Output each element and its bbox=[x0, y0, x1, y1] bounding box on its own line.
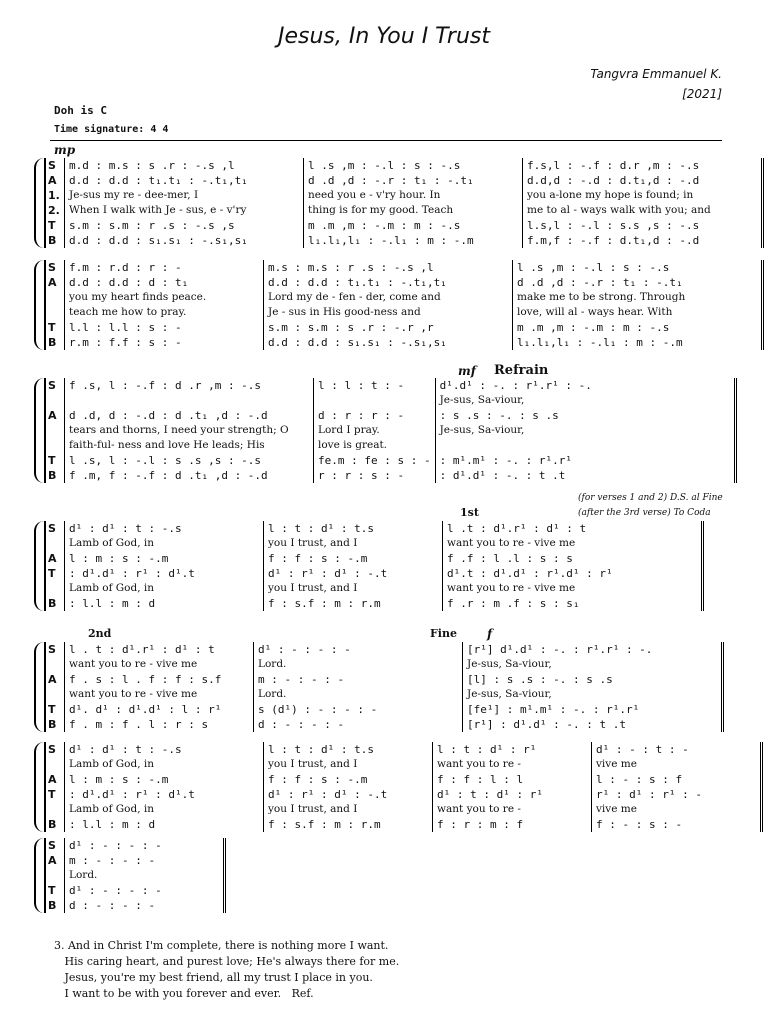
voice-label: B bbox=[45, 468, 65, 483]
lyric-row bbox=[45, 290, 763, 305]
solfa-measure: f.s,l : -.f : d.r ,m : -.s bbox=[523, 158, 763, 173]
solfa-measure: r¹ : d¹ : r¹ : - bbox=[592, 787, 762, 802]
solfa-measure: [fe¹] : m¹.m¹ : -. : r¹.r¹ bbox=[463, 702, 723, 717]
header-rule bbox=[50, 140, 722, 141]
solfa-measure: s.m : s.m : r .s : -.s ,s bbox=[65, 218, 304, 233]
solfa-measure: l .s, l : -.l : s .s ,s : -.s bbox=[65, 453, 314, 468]
voice-label bbox=[45, 393, 65, 408]
voice-row bbox=[45, 453, 735, 468]
voice-label: T bbox=[45, 883, 65, 898]
solfa-measure: f : - : s : - bbox=[592, 817, 762, 832]
solfa-measure: d : r : r : - bbox=[314, 408, 436, 423]
solfa-measure: [r¹] d¹.d¹ : -. : r¹.r¹ : -. bbox=[463, 642, 723, 657]
solfa-measure: f : r : m : f bbox=[433, 817, 592, 832]
lyric-row bbox=[45, 188, 763, 203]
solfa-measure: l₁.l₁,l₁ : -.l₁ : m : -.m bbox=[304, 233, 523, 248]
voice-label: A bbox=[45, 672, 65, 687]
solfa-measure: l : l : t : - bbox=[314, 378, 436, 393]
verse-3-line: I want to be with you forever and ever. Ref. bbox=[54, 987, 314, 1000]
lyric-row bbox=[45, 423, 735, 438]
lyric-measure: me to al - ways walk with you; and bbox=[523, 203, 763, 218]
solfa-measure: d : - : - : - bbox=[254, 717, 463, 732]
key-signature: Doh is C bbox=[54, 104, 107, 117]
verse-3 bbox=[54, 938, 399, 1002]
lyric-measure: want you to re - vive me bbox=[443, 581, 703, 596]
solfa-measure: f .m, f : -.f : d .t₁ ,d : -.d bbox=[65, 468, 314, 483]
score-system bbox=[44, 378, 737, 483]
voice-row bbox=[45, 742, 762, 757]
verse-3-line: Jesus, you're my best friend, all my trust I place in you. bbox=[54, 971, 373, 984]
voice-label: B bbox=[45, 335, 65, 350]
lyric-measure: Lord I pray. bbox=[314, 423, 436, 438]
solfa-measure: : d¹.d¹ : r¹ : d¹.t bbox=[65, 787, 264, 802]
lyric-measure: you my heart finds peace. bbox=[65, 290, 264, 305]
solfa-measure: f : s.f : m : r.m bbox=[264, 817, 433, 832]
system-table bbox=[44, 521, 704, 611]
solfa-measure: f : f : s : -.m bbox=[264, 551, 443, 566]
solfa-measure: r.m : f.f : s : - bbox=[65, 335, 264, 350]
lyric-measure: Lord my de - fen - der, come and bbox=[264, 290, 513, 305]
voice-label bbox=[45, 687, 65, 702]
solfa-measure: d¹ : - : - : - bbox=[254, 642, 463, 657]
lyric-measure: you I trust, and I bbox=[264, 802, 433, 817]
lyric-measure: faith-ful- ness and love He leads; His bbox=[65, 438, 314, 453]
lyric-measure: Je-sus my re - dee-mer, I bbox=[65, 188, 304, 203]
voice-label: B bbox=[45, 717, 65, 732]
lyric-measure: Lamb of God, in bbox=[65, 581, 264, 596]
voice-row bbox=[45, 717, 723, 732]
voice-row bbox=[45, 566, 703, 581]
solfa-measure: d.d : d.d : t₁.t₁ : -.t₁,t₁ bbox=[264, 275, 513, 290]
system-brace bbox=[34, 378, 46, 483]
voice-label: A bbox=[45, 551, 65, 566]
lyric-measure: Je-sus, Sa-viour, bbox=[463, 657, 723, 672]
lyric-measure: need you e - v'ry hour. In bbox=[304, 188, 523, 203]
solfa-measure: l .s ,m : -.l : s : -.s bbox=[304, 158, 523, 173]
solfa-measure: f .r : m .f : s : s₁ bbox=[443, 596, 703, 611]
voice-label: T bbox=[45, 787, 65, 802]
lyric-row bbox=[45, 802, 762, 817]
lyric-measure: teach me how to pray. bbox=[65, 305, 264, 320]
solfa-measure: f . m : f . l : r : s bbox=[65, 717, 254, 732]
solfa-measure: f .s, l : -.f : d .r ,m : -.s bbox=[65, 378, 314, 393]
lyric-measure bbox=[65, 393, 314, 408]
solfa-measure: f.m : r.d : r : - bbox=[65, 260, 264, 275]
lyric-measure: make me to be strong. Through bbox=[513, 290, 763, 305]
composition-year: [2021] bbox=[682, 87, 722, 101]
solfa-measure: l₁.l₁,l₁ : -.l₁ : m : -.m bbox=[513, 335, 763, 350]
lyric-measure: want you to re - bbox=[433, 802, 592, 817]
system-table bbox=[44, 642, 724, 732]
lyric-measure bbox=[314, 393, 436, 408]
voice-row bbox=[45, 335, 763, 350]
solfa-measure: d¹.d¹ : -. : r¹.r¹ : -. bbox=[435, 378, 735, 393]
system-brace bbox=[34, 742, 46, 832]
voice-label: S bbox=[45, 158, 65, 173]
system-brace bbox=[34, 642, 46, 732]
dynamic-mp: mp bbox=[54, 143, 76, 157]
solfa-measure: l : t : d¹ : r¹ bbox=[433, 742, 592, 757]
lyric-measure: vive me bbox=[592, 802, 762, 817]
solfa-measure: d¹ : d¹ : t : -.s bbox=[65, 521, 264, 536]
system-brace bbox=[34, 838, 46, 913]
solfa-measure: l . t : d¹.r¹ : d¹ : t bbox=[65, 642, 254, 657]
voice-row bbox=[45, 672, 723, 687]
lyric-measure: you I trust, and I bbox=[264, 757, 433, 772]
to-coda-note: (after the 3rd verse) To Coda bbox=[578, 508, 711, 518]
system-table bbox=[44, 378, 737, 483]
voice-label: 2. bbox=[45, 203, 65, 218]
voice-label bbox=[45, 657, 65, 672]
system-brace bbox=[34, 260, 46, 350]
solfa-measure: d.d : d.d : s₁.s₁ : -.s₁,s₁ bbox=[264, 335, 513, 350]
solfa-measure: : l.l : m : d bbox=[65, 817, 264, 832]
lyric-row bbox=[45, 657, 723, 672]
lyric-measure: Lamb of God, in bbox=[65, 536, 264, 551]
solfa-measure: d¹. d¹ : d¹.d¹ : l : r¹ bbox=[65, 702, 254, 717]
composer-block bbox=[590, 64, 722, 104]
lyric-measure: Lord. bbox=[65, 868, 225, 883]
solfa-measure: m : - : - : - bbox=[254, 672, 463, 687]
song-title: Jesus, In You I Trust bbox=[277, 24, 490, 49]
fine-label: Fine bbox=[430, 627, 457, 640]
time-signature: Time signature: 4 4 bbox=[54, 124, 169, 135]
voice-row bbox=[45, 158, 763, 173]
voice-row bbox=[45, 408, 735, 423]
score-system bbox=[44, 521, 704, 611]
solfa-measure: f .f : l .l : s : s bbox=[443, 551, 703, 566]
solfa-measure: l.l : l.l : s : - bbox=[65, 320, 264, 335]
voice-label bbox=[45, 305, 65, 320]
lyric-measure: Lord. bbox=[254, 687, 463, 702]
solfa-measure: d¹ : d¹ : t : -.s bbox=[65, 742, 264, 757]
lyric-measure: love is great. bbox=[314, 438, 436, 453]
voice-row bbox=[45, 275, 763, 290]
solfa-measure: : l.l : m : d bbox=[65, 596, 264, 611]
solfa-measure: d .d ,d : -.r : t₁ : -.t₁ bbox=[513, 275, 763, 290]
voice-label: S bbox=[45, 260, 65, 275]
refrain-label: Refrain bbox=[494, 363, 549, 378]
solfa-measure: m .m ,m : -.m : m : -.s bbox=[513, 320, 763, 335]
voice-row bbox=[45, 883, 225, 898]
voice-label bbox=[45, 536, 65, 551]
voice-label bbox=[45, 290, 65, 305]
solfa-measure: r : r : s : - bbox=[314, 468, 436, 483]
voice-label: A bbox=[45, 853, 65, 868]
solfa-measure: fe.m : fe : s : - bbox=[314, 453, 436, 468]
voice-row bbox=[45, 787, 762, 802]
voice-label bbox=[45, 757, 65, 772]
voice-label: S bbox=[45, 742, 65, 757]
solfa-measure: m .m ,m : -.m : m : -.s bbox=[304, 218, 523, 233]
solfa-measure: d.d : d.d : s₁.s₁ : -.s₁,s₁ bbox=[65, 233, 304, 248]
lyric-measure: want you to re - bbox=[433, 757, 592, 772]
dynamic-mf: mf bbox=[458, 364, 476, 378]
first-ending-label: 1st bbox=[460, 506, 479, 519]
solfa-measure: d : - : - : - bbox=[65, 898, 225, 913]
solfa-measure: d.d : d.d : t₁.t₁ : -.t₁,t₁ bbox=[65, 173, 304, 188]
dynamic-f: f bbox=[487, 627, 493, 641]
voice-row bbox=[45, 596, 703, 611]
voice-row bbox=[45, 853, 225, 868]
system-brace bbox=[34, 158, 46, 248]
voice-label: A bbox=[45, 275, 65, 290]
solfa-measure: d.d : d.d : d : t₁ bbox=[65, 275, 264, 290]
solfa-measure: s.m : s.m : s .r : -.r ,r bbox=[264, 320, 513, 335]
lyric-row bbox=[45, 393, 735, 408]
solfa-measure: l .s ,m : -.l : s : -.s bbox=[513, 260, 763, 275]
solfa-measure: f.m,f : -.f : d.t₁,d : -.d bbox=[523, 233, 763, 248]
voice-row bbox=[45, 320, 763, 335]
lyric-measure: Je-sus, Sa-viour, bbox=[435, 393, 735, 408]
lyric-measure: Lamb of God, in bbox=[65, 802, 264, 817]
voice-label: T bbox=[45, 218, 65, 233]
voice-row bbox=[45, 817, 762, 832]
voice-label: B bbox=[45, 898, 65, 913]
voice-row bbox=[45, 521, 703, 536]
score-system bbox=[44, 642, 724, 732]
solfa-measure: l : m : s : -.m bbox=[65, 551, 264, 566]
voice-label bbox=[45, 438, 65, 453]
lyric-measure: tears and thorns, I need your strength; O bbox=[65, 423, 314, 438]
voice-row bbox=[45, 378, 735, 393]
solfa-measure: m.s : m.s : r .s : -.s ,l bbox=[264, 260, 513, 275]
lyric-row bbox=[45, 757, 762, 772]
lyric-row bbox=[45, 868, 225, 883]
lyric-measure: want you to re - vive me bbox=[443, 536, 703, 551]
lyric-measure: Je-sus, Sa-viour, bbox=[435, 423, 735, 438]
score-system bbox=[44, 158, 764, 248]
lyric-measure: you a-lone my hope is found; in bbox=[523, 188, 763, 203]
lyric-measure: want you to re - vive me bbox=[65, 657, 254, 672]
score-system bbox=[44, 742, 763, 832]
lyric-measure: Lamb of God, in bbox=[65, 757, 264, 772]
voice-label: A bbox=[45, 772, 65, 787]
solfa-measure: f : f : l : l bbox=[433, 772, 592, 787]
lyric-row bbox=[45, 687, 723, 702]
solfa-measure: d .d, d : -.d : d .t₁ ,d : -.d bbox=[65, 408, 314, 423]
solfa-measure: d¹ : r¹ : d¹ : -.t bbox=[264, 566, 443, 581]
second-ending-label: 2nd bbox=[88, 627, 112, 640]
system-table bbox=[44, 742, 763, 832]
voice-label: S bbox=[45, 642, 65, 657]
lyric-measure: thing is for my good. Teach bbox=[304, 203, 523, 218]
solfa-measure: l : m : s : -.m bbox=[65, 772, 264, 787]
voice-row bbox=[45, 260, 763, 275]
voice-label: T bbox=[45, 320, 65, 335]
lyric-measure: love, will al - ways hear. With bbox=[513, 305, 763, 320]
solfa-measure: d¹ : t : d¹ : r¹ bbox=[433, 787, 592, 802]
voice-label: T bbox=[45, 566, 65, 581]
system-table bbox=[44, 260, 764, 350]
voice-row bbox=[45, 218, 763, 233]
voice-row bbox=[45, 642, 723, 657]
voice-row bbox=[45, 702, 723, 717]
solfa-measure: : s .s : -. : s .s bbox=[435, 408, 735, 423]
composer-name: Tangvra Emmanuel K. bbox=[590, 67, 722, 81]
solfa-measure: d¹ : - : - : - bbox=[65, 838, 225, 853]
voice-row bbox=[45, 772, 762, 787]
solfa-measure: f : s.f : m : r.m bbox=[264, 596, 443, 611]
voice-label: B bbox=[45, 596, 65, 611]
solfa-measure: m : - : - : - bbox=[65, 853, 225, 868]
lyric-measure: Je-sus, Sa-viour, bbox=[463, 687, 723, 702]
system-table bbox=[44, 838, 226, 913]
voice-row bbox=[45, 173, 763, 188]
lyric-row bbox=[45, 438, 735, 453]
voice-label: S bbox=[45, 378, 65, 393]
lyric-row bbox=[45, 536, 703, 551]
lyric-measure: vive me bbox=[592, 757, 762, 772]
ds-al-fine-note: (for verses 1 and 2) D.S. al Fine bbox=[578, 493, 723, 503]
lyric-row bbox=[45, 203, 763, 218]
solfa-measure: [l] : s .s : -. : s .s bbox=[463, 672, 723, 687]
system-table bbox=[44, 158, 764, 248]
score-system bbox=[44, 838, 226, 913]
solfa-measure: d¹ : - : t : - bbox=[592, 742, 762, 757]
solfa-measure: s (d¹) : - : - : - bbox=[254, 702, 463, 717]
lyric-measure: When I walk with Je - sus, e - v'ry bbox=[65, 203, 304, 218]
voice-row bbox=[45, 838, 225, 853]
lyric-measure: Lord. bbox=[254, 657, 463, 672]
lyric-measure: you I trust, and I bbox=[264, 536, 443, 551]
lyric-measure: Je - sus in His good-ness and bbox=[264, 305, 513, 320]
lyric-row bbox=[45, 305, 763, 320]
solfa-measure: : d¹.d¹ : -. : t .t bbox=[435, 468, 735, 483]
voice-label: 1. bbox=[45, 188, 65, 203]
voice-row bbox=[45, 898, 225, 913]
verse-3-line: 3. And in Christ I'm complete, there is nothing more I want. bbox=[54, 939, 389, 952]
solfa-measure: m.d : m.s : s .r : -.s ,l bbox=[65, 158, 304, 173]
voice-label bbox=[45, 423, 65, 438]
voice-label bbox=[45, 868, 65, 883]
solfa-measure: f . s : l . f : f : s.f bbox=[65, 672, 254, 687]
voice-row bbox=[45, 468, 735, 483]
voice-label: A bbox=[45, 173, 65, 188]
voice-row bbox=[45, 233, 763, 248]
solfa-measure: d¹.t : d¹.d¹ : r¹.d¹ : r¹ bbox=[443, 566, 703, 581]
solfa-measure: l : t : d¹ : t.s bbox=[264, 742, 433, 757]
voice-label: B bbox=[45, 233, 65, 248]
solfa-measure: : d¹.d¹ : r¹ : d¹.t bbox=[65, 566, 264, 581]
solfa-measure: l : t : d¹ : t.s bbox=[264, 521, 443, 536]
voice-label bbox=[45, 581, 65, 596]
lyric-measure bbox=[435, 438, 735, 453]
lyric-measure: want you to re - vive me bbox=[65, 687, 254, 702]
voice-label bbox=[45, 802, 65, 817]
solfa-measure: l : - : s : f bbox=[592, 772, 762, 787]
voice-label: S bbox=[45, 521, 65, 536]
solfa-measure: : m¹.m¹ : -. : r¹.r¹ bbox=[435, 453, 735, 468]
solfa-measure: d¹ : - : - : - bbox=[65, 883, 225, 898]
verse-3-line: His caring heart, and purest love; He's always there for me. bbox=[54, 955, 400, 968]
system-brace bbox=[34, 521, 46, 611]
voice-label: B bbox=[45, 817, 65, 832]
voice-row bbox=[45, 551, 703, 566]
solfa-measure: d .d ,d : -.r : t₁ : -.t₁ bbox=[304, 173, 523, 188]
solfa-measure: l.s,l : -.l : s.s ,s : -.s bbox=[523, 218, 763, 233]
lyric-row bbox=[45, 581, 703, 596]
lyric-measure: you I trust, and I bbox=[264, 581, 443, 596]
score-system bbox=[44, 260, 764, 350]
solfa-measure: f : f : s : -.m bbox=[264, 772, 433, 787]
solfa-measure: l .t : d¹.r¹ : d¹ : t bbox=[443, 521, 703, 536]
solfa-measure: [r¹] : d¹.d¹ : -. : t .t bbox=[463, 717, 723, 732]
voice-label: T bbox=[45, 453, 65, 468]
voice-label: T bbox=[45, 702, 65, 717]
voice-label: S bbox=[45, 838, 65, 853]
solfa-measure: d¹ : r¹ : d¹ : -.t bbox=[264, 787, 433, 802]
voice-label: A bbox=[45, 408, 65, 423]
solfa-measure: d.d,d : -.d : d.t₁,d : -.d bbox=[523, 173, 763, 188]
